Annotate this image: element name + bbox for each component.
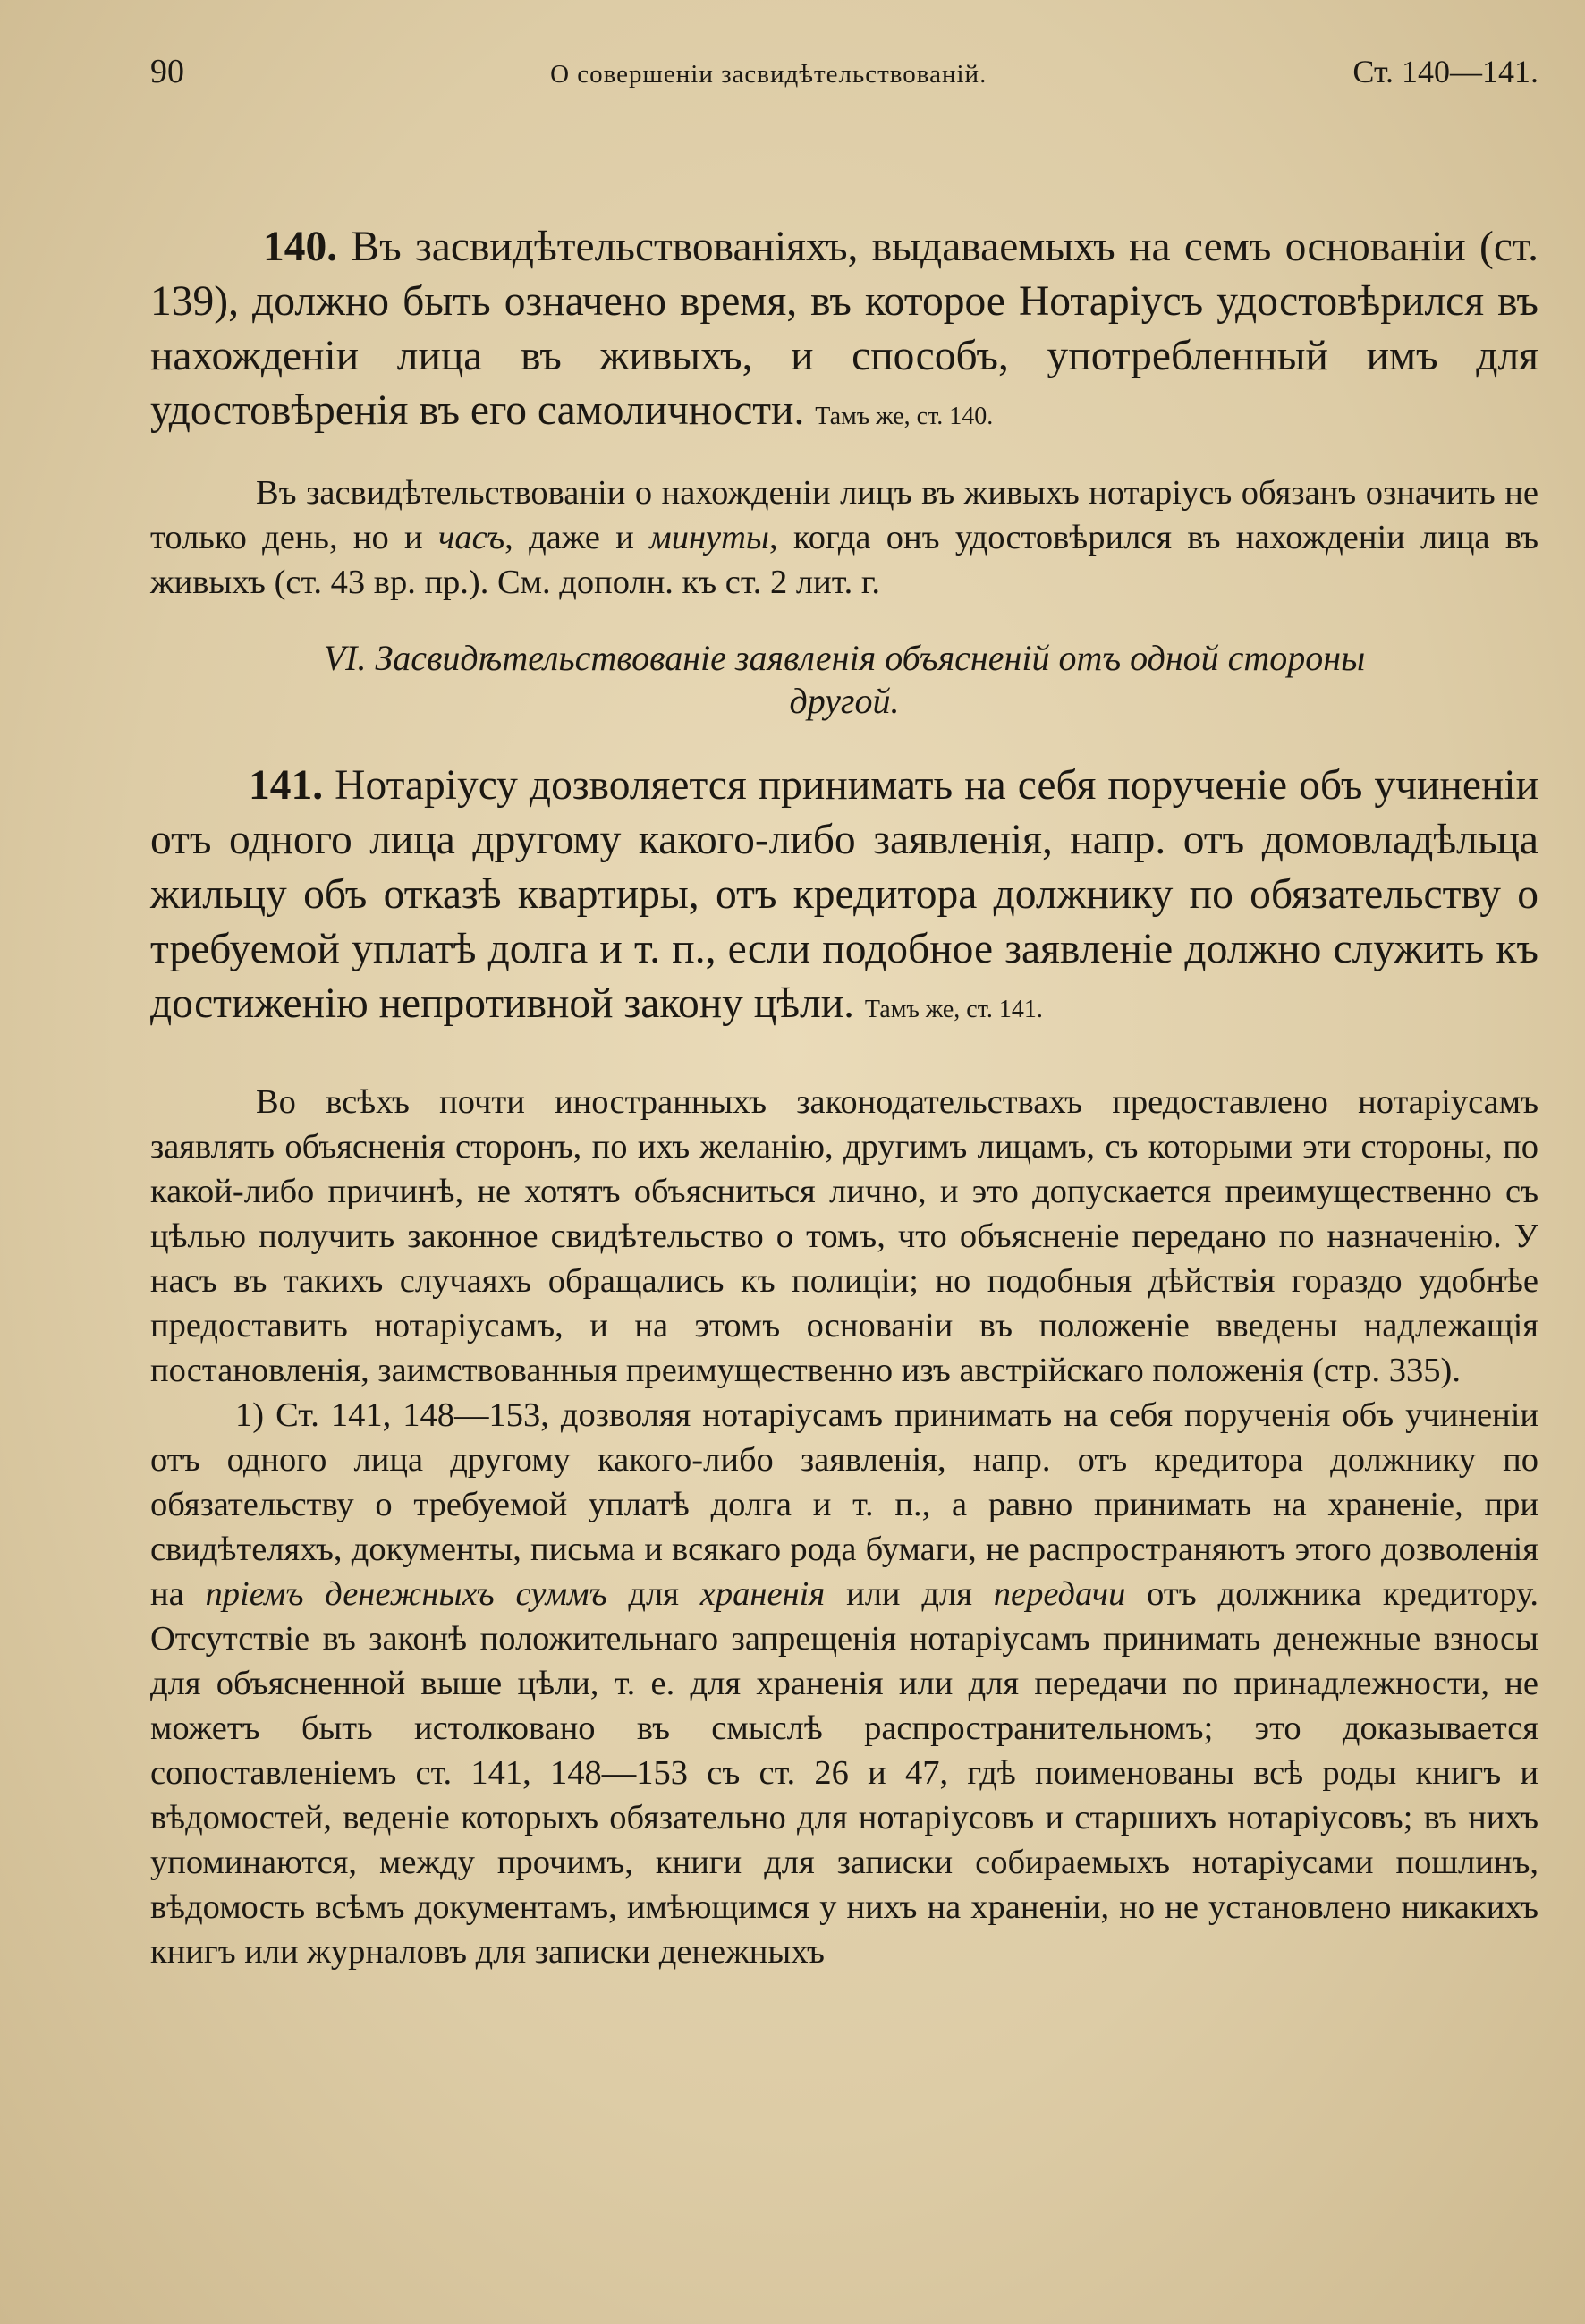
- note-141-italic-3: передачи: [993, 1575, 1126, 1613]
- note-140: [150, 471, 1538, 605]
- note-140-italic-1: часъ: [437, 519, 505, 556]
- note-141-text-3: или для: [825, 1575, 994, 1613]
- section-heading-line-2: другой.: [789, 681, 900, 721]
- article-140-number: 140.: [263, 224, 338, 270]
- note-141-italic-1: прiемъ денежныхъ суммъ: [205, 1575, 607, 1613]
- article-140-source: Тамъ же, ст. 140.: [815, 403, 994, 430]
- section-heading-line-1: VI. Засвидѣтельствованiе заявленiя объясненiй отъ одной стороны: [323, 638, 1366, 678]
- section-heading: [150, 637, 1538, 723]
- running-title: О совершенiи засвидѣтельствованiй.: [550, 60, 987, 89]
- note-141-point-1: [150, 1393, 1538, 1974]
- note-141-text-1: 1) Ст. 141, 148—153, дозволяя нотарiусамъ принимать на себя порученiя объ учиненiи отъ одного лица другому какого-либо заявленiя, напр. отъ кредитора должнику по обязательству о требуемой уплатѣ долга и т. п., а равно принимать на храненiе, при свидѣтеляхъ, документы, письма и всякаго рода бумаги, не распространяютъ этого дозволенiя на: [150, 1396, 1538, 1613]
- article-140-text: Въ засвидѣтельствованiяхъ, выдаваемыхъ на семъ основанiи (ст. 139), должно быть означено время, въ которое Нотарiусъ удостовѣрился въ нахожденiи лица въ живыхъ, и способъ, употребленный имъ для удостовѣренiя въ его самоличности.: [150, 224, 1538, 434]
- note-141-italic-2: храненiя: [699, 1575, 826, 1613]
- note-141-text-2: для: [606, 1575, 700, 1613]
- article-141-number: 141.: [249, 762, 324, 809]
- note-140-text-1: Въ засвидѣтельствованiи о нахожденiи лицъ въ живыхъ нотарiусъ обязанъ означить не только день, но и: [150, 474, 1538, 556]
- note-141-intro: Во всѣхъ почти иностранныхъ законодательствахъ предоставлено нотарiусамъ заявлять объясненiя сторонъ, по ихъ желанiю, другимъ лицамъ, съ которыми эти стороны, по какой-либо причинѣ, не хотятъ объясниться лично, и это допускается преимущественно съ цѣлью получить законное свидѣтельство о томъ, что объясненiе передано по назначенiю. У насъ въ такихъ случаяхъ обращались къ полицiи; но подобныя дѣйствiя гораздо удобнѣе предоставить нотарiусамъ, и на этомъ основанiи въ положенiе введены надлежащiя постановленiя, заимствованныя преимущественно изъ австрiйскаго положенiя (стр. 335).: [150, 1083, 1538, 1389]
- page-header: [150, 52, 1538, 123]
- article-range: Ст. 140—141.: [1352, 54, 1538, 89]
- note-141-text-4: отъ должника кредитору. Отсутствiе въ законѣ положительнаго запрещенiя нотарiусамъ принимать денежные взносы для объясненной выше цѣли, т. е. для храненiя или для передачи по принадлежности, не можетъ быть истолковано въ смыслѣ распространительномъ; это доказывается сопоставленiемъ ст. 141, 148—153 съ ст. 26 и 47, гдѣ поименованы всѣ роды книгъ и вѣдомостей, веденiе которыхъ обязательно для нотарiусовъ и старшихъ нотарiусовъ; въ нихъ упоминаются, между прочимъ, книги для записки собираемыхъ нотарiусами пошлинъ, вѣдомость всѣмъ документамъ, имѣющимся у нихъ на храненiи, но не установлено никакихъ книгъ или журналовъ для записки денежныхъ: [150, 1575, 1538, 1971]
- article-140: [150, 220, 1538, 444]
- article-141-source: Тамъ же, ст. 141.: [864, 996, 1043, 1023]
- article-141-text: Нотарiусу дозволяется принимать на себя порученiе объ учиненiи отъ одного лица другому какого-либо заявленiя, напр. отъ домовладѣльца жильцу объ отказѣ квартиры, отъ кредитора должнику по обязательству о требуемой уплатѣ долга и т. п., если подобное заявленiе должно служить къ достиженiю непротивной закону цѣли.: [150, 762, 1538, 1027]
- article-141: [150, 759, 1538, 1037]
- note-140-italic-2: минуты: [649, 519, 770, 556]
- note-140-text-2: , даже и: [504, 519, 650, 556]
- note-140-text-3: , когда онъ удостовѣрился въ нахожденiи лица въ живыхъ (ст. 43 вр. пр.). См. дополн. къ ст. 2 лит. г.: [150, 519, 1538, 601]
- page-number: 90: [150, 53, 184, 90]
